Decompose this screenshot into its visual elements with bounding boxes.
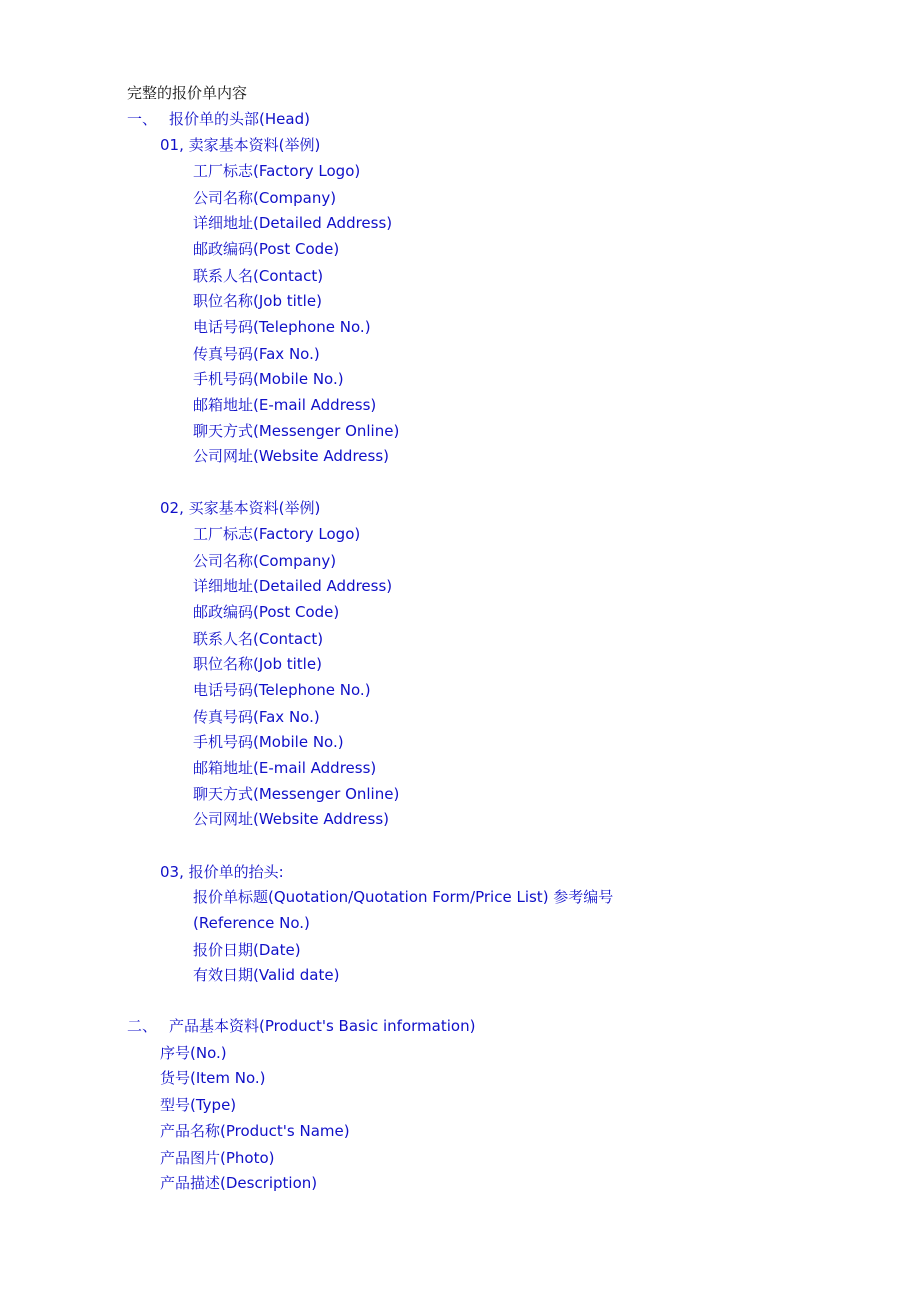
buyer-item: 邮政编码(Post Code) bbox=[193, 603, 340, 621]
section-1-heading bbox=[127, 110, 310, 130]
section-1-title: 报价单的头部(Head) bbox=[169, 110, 310, 128]
buyer-item: 电话号码(Telephone No.) bbox=[193, 681, 371, 699]
seller-item: 电话号码(Telephone No.) bbox=[193, 318, 371, 336]
buyer-item: 手机号码(Mobile No.) bbox=[193, 733, 344, 751]
buyer-item: 传真号码(Fax No.) bbox=[193, 708, 320, 726]
section-1-marker: 一、 bbox=[127, 110, 158, 128]
product-item: 型号(Type) bbox=[160, 1096, 237, 1114]
subsection-01-number: 01, bbox=[160, 136, 184, 154]
quotation-header-item: 报价日期(Date) bbox=[193, 941, 301, 959]
section-2-title: 产品基本资料(Product's Basic information) bbox=[169, 1017, 476, 1035]
subsection-02-heading bbox=[160, 499, 320, 519]
seller-item: 邮箱地址(E-mail Address) bbox=[193, 396, 377, 414]
document-title: 完整的报价单内容 bbox=[127, 84, 248, 102]
section-2-heading bbox=[127, 1017, 475, 1037]
seller-item: 职位名称(Job title) bbox=[193, 292, 322, 310]
product-item: 产品图片(Photo) bbox=[160, 1149, 275, 1167]
subsection-02-label: 买家基本资料(举例) bbox=[188, 499, 321, 517]
seller-item: 联系人名(Contact) bbox=[193, 267, 324, 285]
quotation-header-item: 报价单标题(Quotation/Quotation Form/Price List) 参考编号 bbox=[193, 888, 614, 906]
buyer-item: 邮箱地址(E-mail Address) bbox=[193, 759, 377, 777]
seller-item: 手机号码(Mobile No.) bbox=[193, 370, 344, 388]
buyer-item: 聊天方式(Messenger Online) bbox=[193, 785, 400, 803]
seller-item: 邮政编码(Post Code) bbox=[193, 240, 340, 258]
seller-item: 工厂标志(Factory Logo) bbox=[193, 162, 361, 180]
seller-item: 公司名称(Company) bbox=[193, 189, 337, 207]
subsection-01-heading bbox=[160, 136, 320, 156]
buyer-item: 职位名称(Job title) bbox=[193, 655, 322, 673]
product-item: 序号(No.) bbox=[160, 1044, 227, 1062]
subsection-03-heading bbox=[160, 863, 284, 883]
buyer-item: 工厂标志(Factory Logo) bbox=[193, 525, 361, 543]
subsection-03-label: 报价单的抬头: bbox=[188, 863, 284, 881]
seller-item: 公司网址(Website Address) bbox=[193, 447, 390, 465]
section-2-marker: 二、 bbox=[127, 1017, 158, 1035]
subsection-01-label: 卖家基本资料(举例) bbox=[188, 136, 321, 154]
seller-item: 详细地址(Detailed Address) bbox=[193, 214, 393, 232]
quotation-header-item: 有效日期(Valid date) bbox=[193, 966, 340, 984]
seller-item: 传真号码(Fax No.) bbox=[193, 345, 320, 363]
subsection-03-number: 03, bbox=[160, 863, 184, 881]
seller-item: 聊天方式(Messenger Online) bbox=[193, 422, 400, 440]
product-item: 货号(Item No.) bbox=[160, 1069, 266, 1087]
buyer-item: 联系人名(Contact) bbox=[193, 630, 324, 648]
quotation-header-item: (Reference No.) bbox=[193, 914, 310, 932]
subsection-02-number: 02, bbox=[160, 499, 184, 517]
product-item: 产品名称(Product's Name) bbox=[160, 1122, 350, 1140]
buyer-item: 详细地址(Detailed Address) bbox=[193, 577, 393, 595]
buyer-item: 公司名称(Company) bbox=[193, 552, 337, 570]
product-item: 产品描述(Description) bbox=[160, 1174, 318, 1192]
buyer-item: 公司网址(Website Address) bbox=[193, 810, 390, 828]
